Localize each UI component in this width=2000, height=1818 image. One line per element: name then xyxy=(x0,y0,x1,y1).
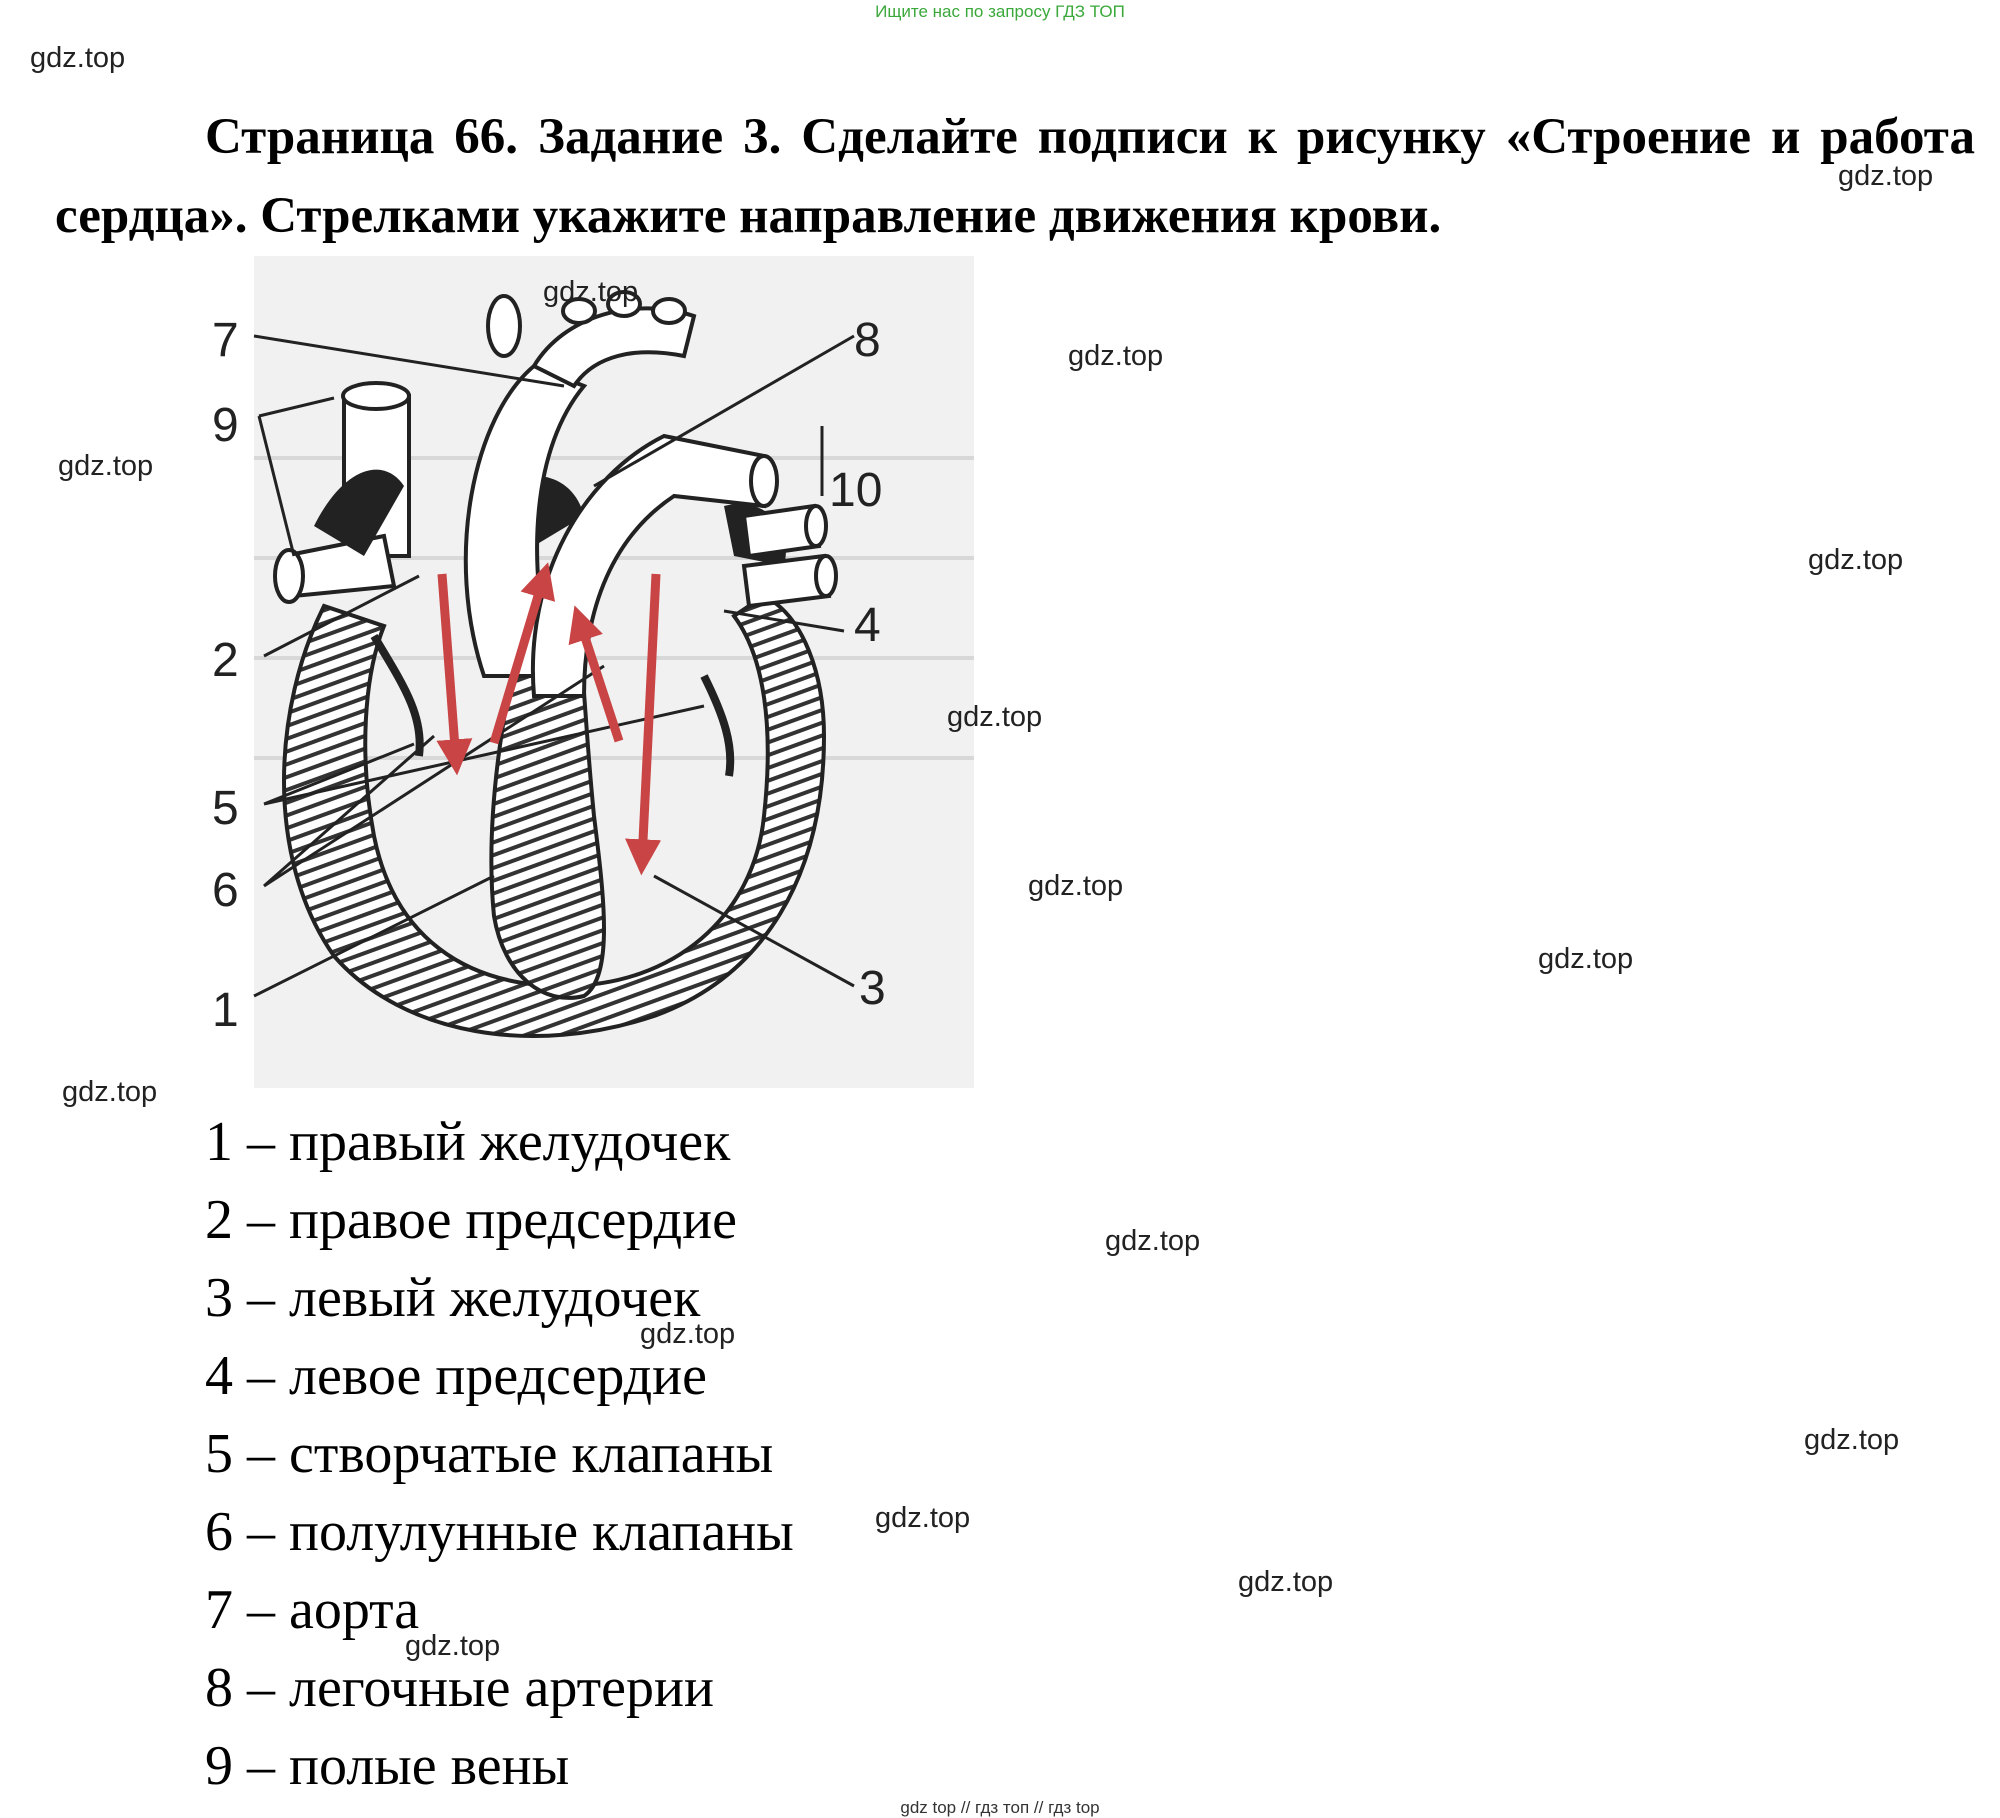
watermark: gdz.top xyxy=(1804,1424,1900,1456)
bottom-links xyxy=(0,1798,2000,1818)
watermark: gdz.top xyxy=(1538,943,1634,975)
legend-item: 4 – левое предсердие xyxy=(205,1345,707,1407)
figure-label-8: 8 xyxy=(854,314,881,367)
watermark: gdz.top xyxy=(875,1502,971,1534)
legend-item: 8 – легочные артерии xyxy=(205,1657,714,1719)
figure-label-4: 4 xyxy=(854,599,881,652)
legend-item: 7 – аорта xyxy=(205,1579,420,1641)
figure-label-6: 6 xyxy=(212,864,239,917)
link-separator: // xyxy=(1033,1798,1044,1817)
legend-item: 6 – полулунные клапаны xyxy=(205,1501,794,1563)
watermark: gdz.top xyxy=(947,701,1043,733)
figure-label-10: 10 xyxy=(829,464,883,517)
watermark: gdz.top xyxy=(1238,1566,1334,1598)
watermark: gdz.top xyxy=(1028,870,1124,902)
watermark: gdz.top xyxy=(58,450,154,482)
link-separator: // xyxy=(960,1798,971,1817)
bottom-link[interactable]: гдз top xyxy=(1048,1798,1100,1817)
legend-item: 9 – полые вены xyxy=(205,1735,570,1797)
watermark: gdz.top xyxy=(405,1630,501,1662)
figure-label-5: 5 xyxy=(212,782,239,835)
legend-list xyxy=(205,1103,794,1805)
task-heading: Страница 66. Задание 3. Сделайте подписи к рисунку «Строение и работа сердца». Стрелками укажите направление движения крови. xyxy=(55,109,1975,244)
legend-item: 3 – левый желудочек xyxy=(205,1267,701,1329)
watermark: gdz.top xyxy=(1068,340,1164,372)
legend-item: 1 – правый желудочек xyxy=(205,1111,731,1173)
figure-label-1: 1 xyxy=(212,984,239,1037)
watermark: gdz.top xyxy=(62,1076,158,1108)
watermark: gdz.top xyxy=(543,276,639,308)
figure-label-2: 2 xyxy=(212,634,239,687)
figure-label-9: 9 xyxy=(212,399,239,452)
watermark: gdz.top xyxy=(1838,160,1934,192)
watermark: gdz.top xyxy=(30,42,126,74)
legend-item: 5 – створчатые клапаны xyxy=(205,1423,774,1485)
watermark: gdz.top xyxy=(1808,544,1904,576)
bottom-link[interactable]: gdz top xyxy=(900,1798,957,1817)
heart-diagram xyxy=(204,256,974,1088)
legend-item: 2 – правое предсердие xyxy=(205,1189,737,1251)
watermark: gdz.top xyxy=(640,1318,736,1350)
bottom-link[interactable]: гдз топ xyxy=(975,1798,1030,1817)
top-banner[interactable]: Ищите нас по запросу ГДЗ ТОП xyxy=(875,2,1125,21)
figure-label-7: 7 xyxy=(212,314,239,367)
figure-label-3: 3 xyxy=(859,962,886,1015)
watermark: gdz.top xyxy=(1105,1225,1201,1257)
